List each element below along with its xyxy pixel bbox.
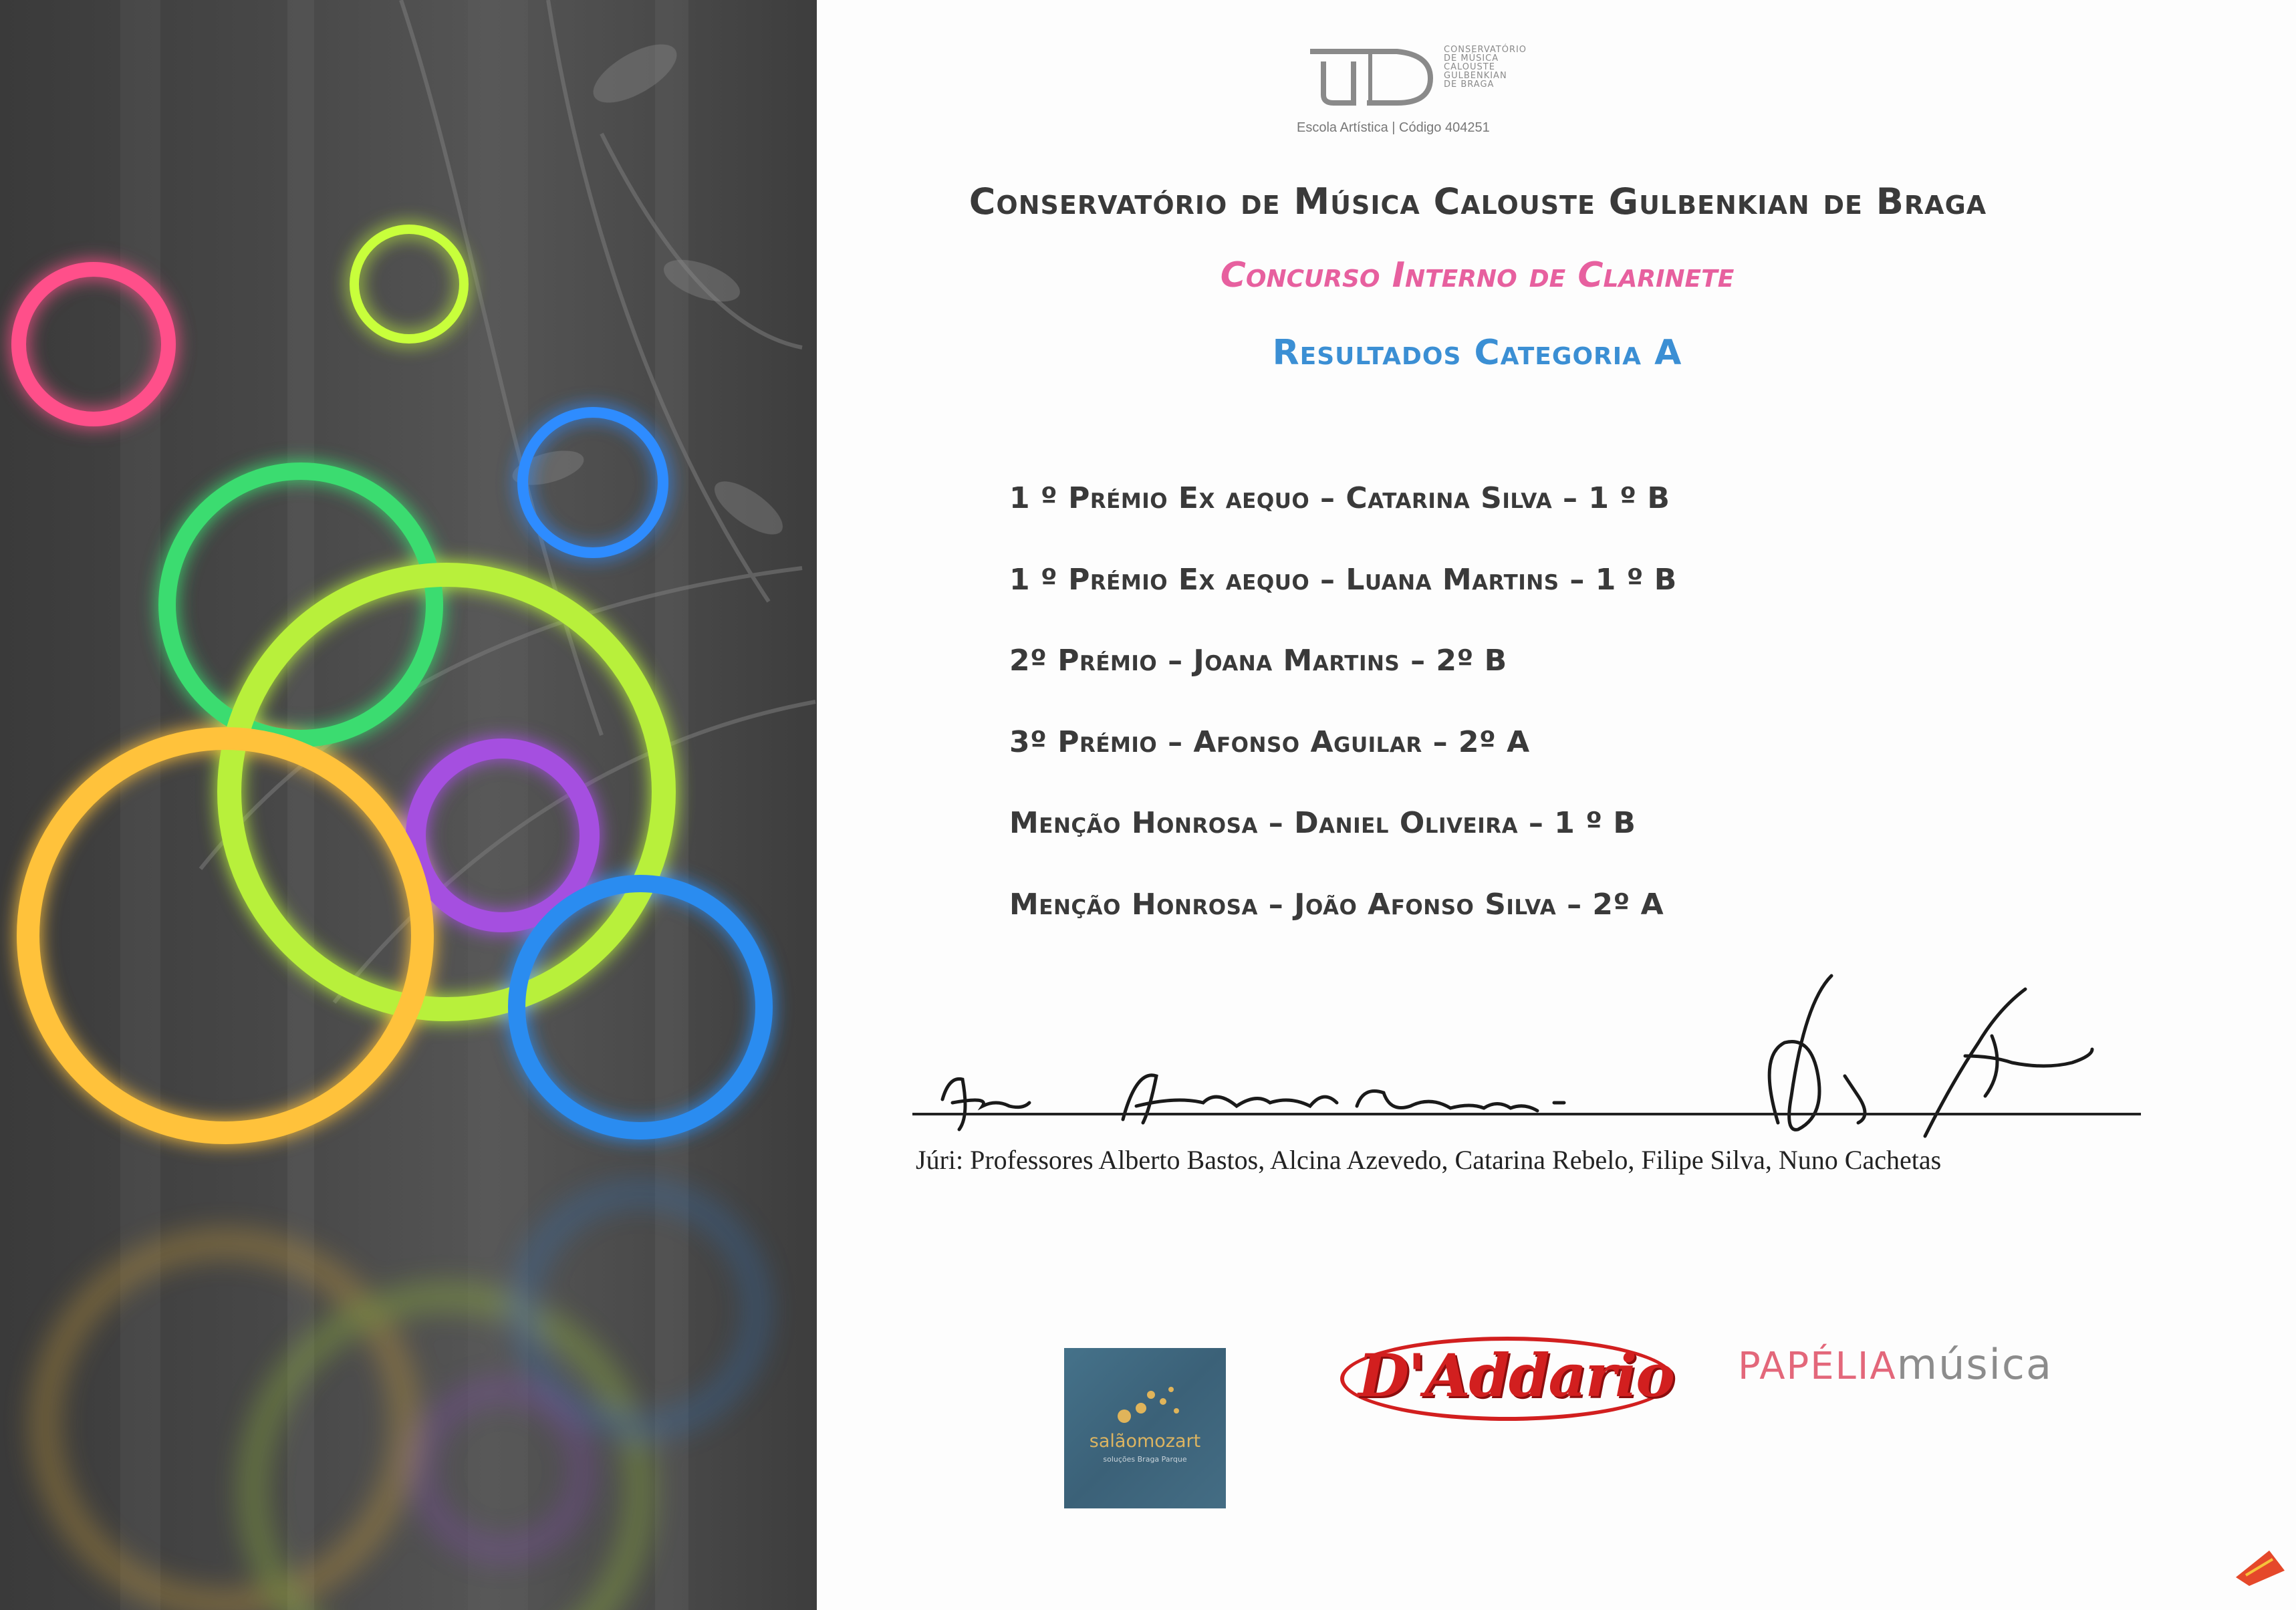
result-item: 1 º Prémio Ex aequo – Catarina Silva – 1 º B [1009,481,1670,515]
result-item: Menção Honrosa – João Afonso Silva – 2º A [1009,887,1664,922]
signature-line [912,1113,2141,1115]
category-title: Resultados Categoria A [1272,333,1682,373]
school-code-caption: Escola Artística | Código 404251 [1297,120,1490,135]
institution-title: Conservatório de Música Calouste Gulbenkian de Braga [969,180,1987,223]
sponsor-name: salãomozart [1089,1431,1201,1452]
result-item: 1 º Prémio Ex aequo – Luana Martins – 1 º B [1009,562,1677,597]
institution-logo [1297,41,1564,148]
sponsor-name: D'Addario [1358,1341,1674,1410]
sponsor-daddario-logo [1340,1330,1688,1430]
corner-sticker-icon [2233,1547,2286,1587]
sponsor-papelia-logo [1738,1340,2085,1389]
contest-title: Concurso Interno de Clarinete [1220,255,1735,295]
papelia-suffix: música [1896,1340,2053,1389]
jury-caption: Júri: Professores Alberto Bastos, Alcina Azevedo, Catarina Rebelo, Filipe Silva, Nuno Cachetas [916,1145,1942,1175]
music-dots-icon [1111,1381,1184,1428]
results-list [1009,481,1878,969]
sponsor-subtitle: soluções Braga Parque [1103,1455,1187,1464]
conservatory-logo-icon [1303,41,1437,108]
decorative-art-panel [0,0,817,1610]
sponsor-salao-mozart-logo [1064,1348,1226,1508]
jury-signatures [896,962,2152,1163]
result-item: 2º Prémio – Joana Martins – 2º B [1009,644,1507,678]
result-item: 3º Prémio – Afonso Aguilar – 2º A [1009,724,1530,759]
papelia-brand: PAPÉLIA [1738,1345,1897,1388]
glowing-rings-illustration [0,0,817,1610]
result-item: Menção Honrosa – Daniel Oliveira – 1 º B [1009,806,1636,841]
logo-wordmark: CONSERVATÓRIO DE MÚSICA CALOUSTE GULBENKIAN DE BRAGA [1444,45,1527,90]
